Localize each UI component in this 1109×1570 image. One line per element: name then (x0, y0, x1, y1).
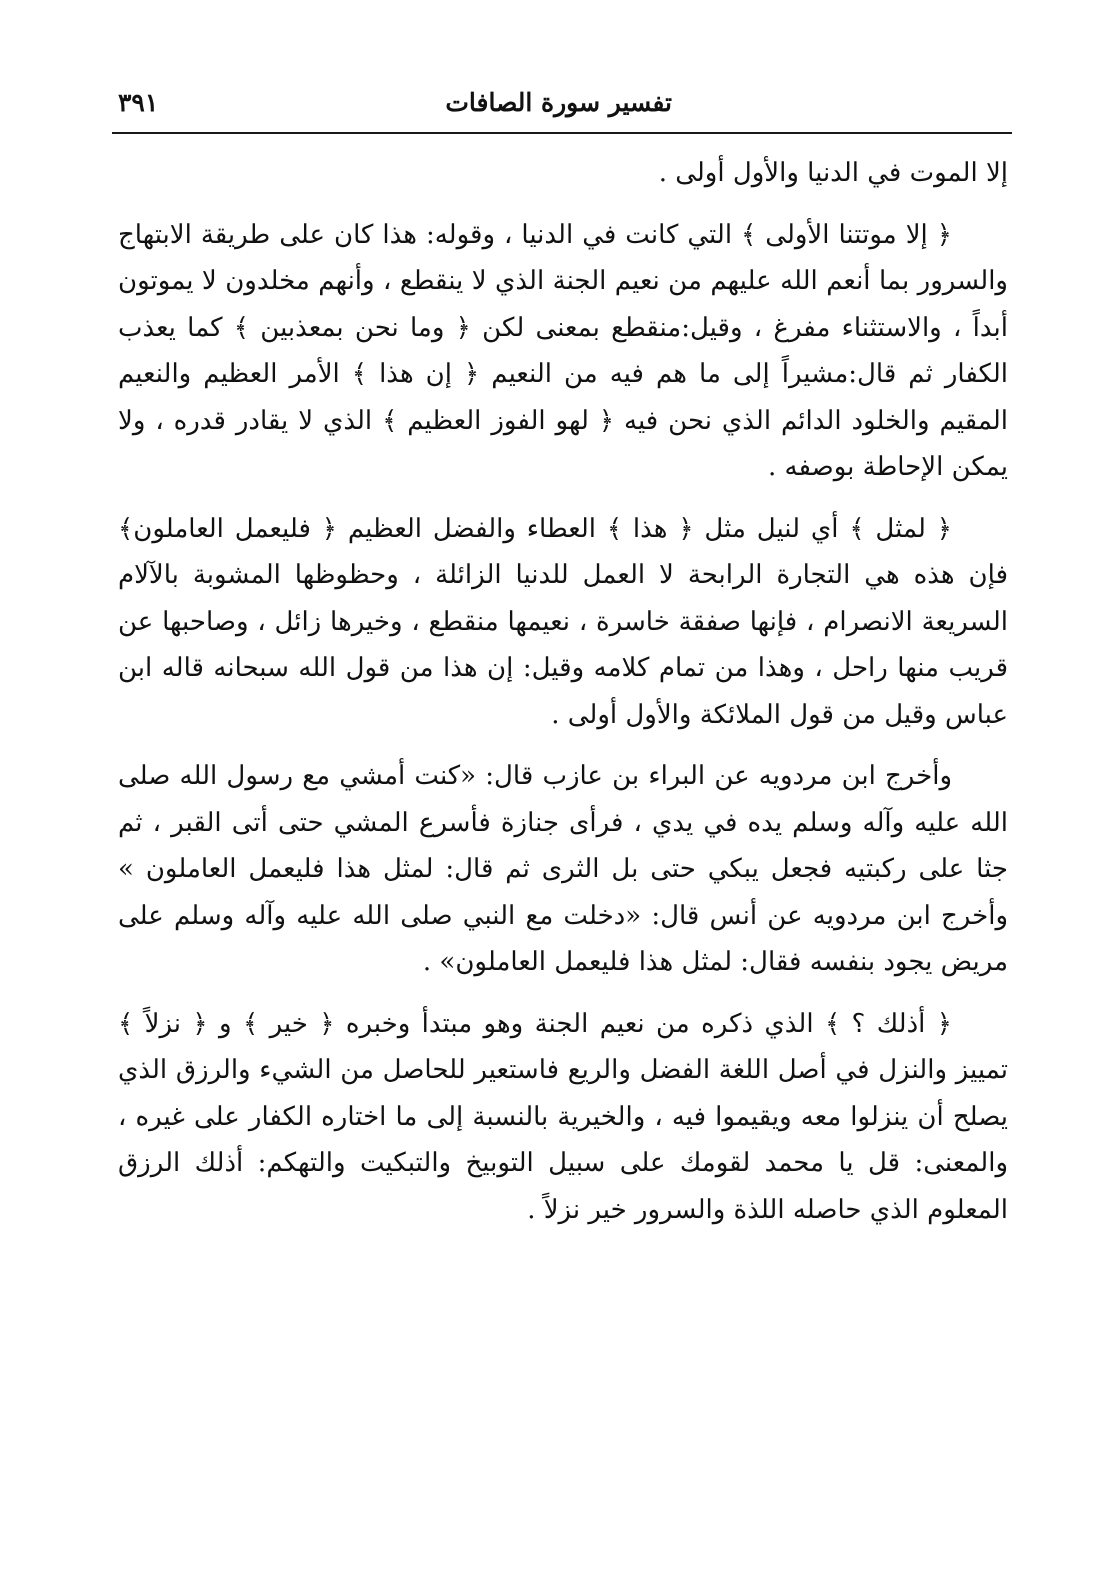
header-divider (112, 132, 1012, 134)
page-title: تفسير سورة الصافات (445, 88, 672, 117)
paragraph-first-death: ﴿ إلا موتتنا الأولى ﴾ التي كانت في الدنيا ، وقوله: هذا كان على طريقة الابتهاج والسرور بما أنعم الله عليهم من نعيم الجنة الذي لا ينقطع ، وأنهم مخلدون لا يموتون أبداً ، والاستثناء مفرغ ، وقيل:منقطع بمعنى لكن ﴿ وما نحن بمعذبين ﴾ كما يعذب الكفار ثم قال:مشيراً إلى ما هم فيه من النعيم ﴿ إن هذا ﴾ الأمر العظيم والنعيم المقيم والخلود الدائم الذي نحن فيه ﴿ لهو الفوز العظيم ﴾ الذي لا يقادر قدره ، ولا يمكن الإحاطة بوصفه . (118, 219, 1008, 482)
commentary-text (118, 150, 1008, 1248)
paragraph-continuation: إلا الموت في الدنيا والأول أولى . (658, 158, 1008, 188)
paragraph-hadith: وأخرج ابن مردويه عن البراء بن عازب قال: «كنت أمشي مع رسول الله صلى الله عليه وآله وسلم يده في يدي ، فرأى جنازة فأسرع المشي حتى أتى القبر ، ثم جثا على ركبتيه فجعل يبكي حتى بل الثرى ثم قال: لمثل هذا فليعمل العاملون » وأخرج ابن مردويه عن أنس قال: «دخلت مع النبي صلى الله عليه وآله وسلم على مريض يجود بنفسه فقال: لمثل هذا فليعمل العاملون» . (118, 761, 1008, 977)
running-header (112, 86, 1012, 132)
paragraph-like-this: ﴿ لمثل ﴾ أي لنيل مثل ﴿ هذا ﴾ العطاء والفضل العظيم ﴿ فليعمل العاملون﴾ فإن هذه هي التجارة الرابحة لا العمل للدنيا الزائلة ، وحظوظها المشوبة بالآلام السريعة الانصرام ، فإنها صفقة خاسرة ، نعيمها منقطع ، وخيرها زائل ، وصاحبها عن قريب منها راحل ، وهذا من تمام كلامه وقيل: إن هذا من قول الله سبحانه قاله ابن عباس وقيل من قول الملائكة والأول أولى . (118, 513, 1008, 730)
paragraph-is-that-better: ﴿ أذلك ؟ ﴾ الذي ذكره من نعيم الجنة وهو مبتدأ وخبره ﴿ خير ﴾ و ﴿ نزلاً ﴾ تمييز والنزل في أصل اللغة الفضل والريع فاستعير للحاصل من الشيء والرزق الذي يصلح أن ينزلوا معه ويقيموا فيه ، والخيرية بالنسبة إلى ما اختاره الكفار على غيره ، والمعنى: قل يا محمد لقومك على سبيل التوبيخ والتبكيت والتهكم: أذلك الرزق المعلوم الذي حاصله اللذة والسرور خير نزلاً . (118, 1008, 1008, 1225)
page-number: ٣٩١ (118, 88, 159, 117)
